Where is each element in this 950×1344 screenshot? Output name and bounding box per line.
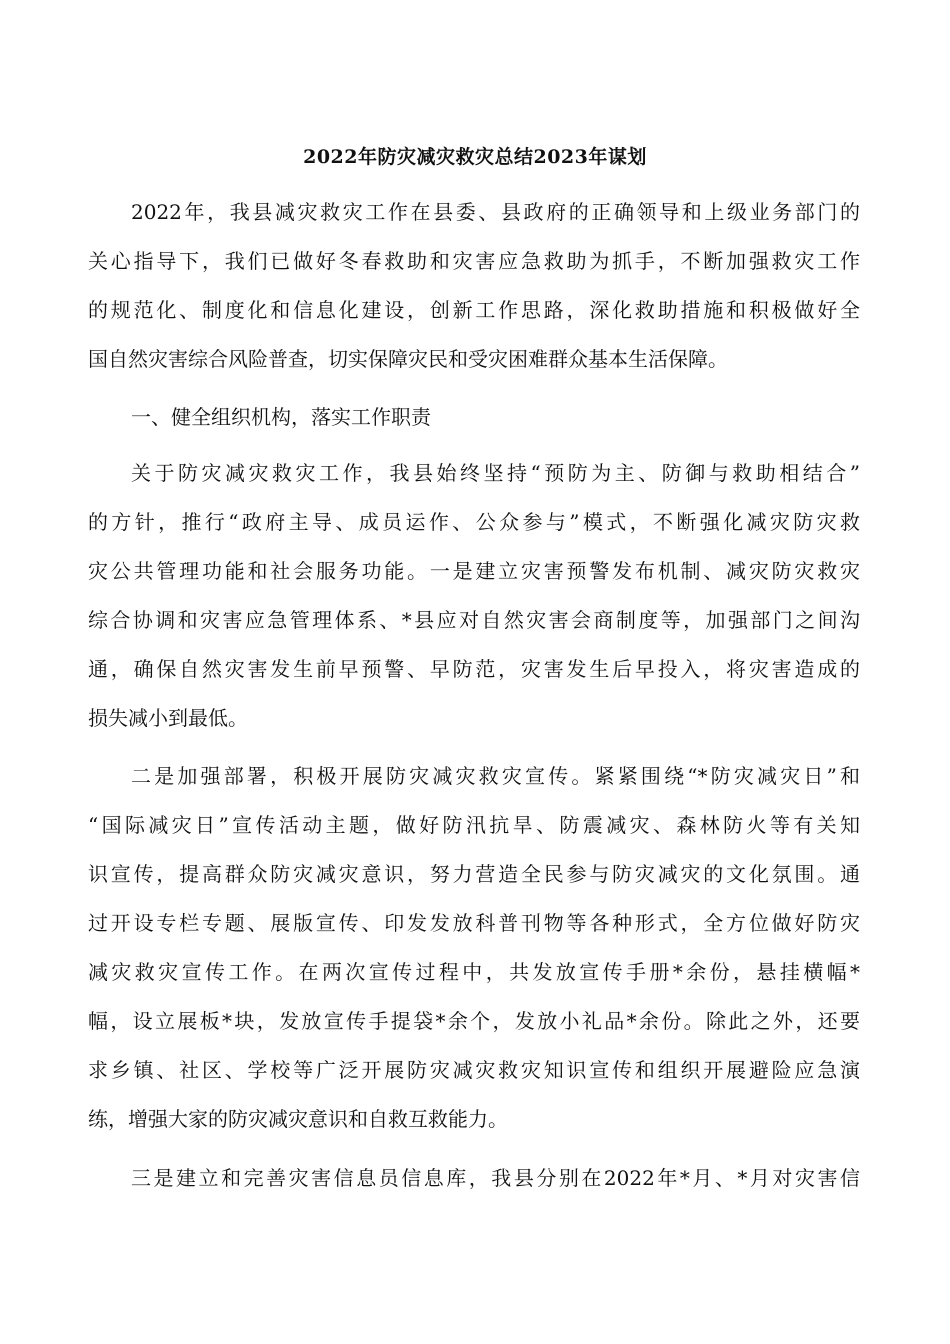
paragraph-line: 的规范化、制度化和信息化建设，创新工作思路，深化救助措施和积极做好全 [88, 298, 860, 322]
paragraph-line: 国自然灾害综合风险普查，切实保障灾民和受灾困难群众基本生活保障。 [88, 347, 728, 371]
paragraph-line: 三是建立和完善灾害信息员信息库，我县分别在2022年*月、*月对灾害信 [131, 1166, 860, 1190]
paragraph-line: “国际减灾日”宣传活动主题，做好防汛抗旱、防震减灾、森林防火等有关知 [88, 813, 860, 837]
document-title: 2022年防灾减灾救灾总结2023年谋划 [303, 146, 647, 168]
paragraph-line: 过开设专栏专题、展版宣传、印发发放科普刊物等各种形式，全方位做好防灾 [88, 911, 860, 935]
paragraph-line: 综合协调和灾害应急管理体系、*县应对自然灾害会商制度等，加强部门之间沟 [88, 608, 860, 632]
paragraph-line: 损失减小到最低。 [88, 706, 248, 730]
paragraph-line: 减灾救灾宣传工作。在两次宣传过程中，共发放宣传手册*余份，悬挂横幅* [88, 960, 860, 984]
paragraph-line: 关于防灾减灾救灾工作，我县始终坚持“预防为主、防御与救助相结合” [131, 461, 860, 485]
paragraph-line: 关心指导下，我们已做好冬春救助和灾害应急救助为抓手，不断加强救灾工作 [88, 249, 860, 273]
paragraph-line: 识宣传，提高群众防灾减灾意识，努力营造全民参与防灾减灾的文化氛围。通 [88, 862, 860, 886]
paragraph-line: 2022年，我县减灾救灾工作在县委、县政府的正确领导和上级业务部门的 [131, 200, 860, 224]
paragraph-line: 幅，设立展板*块，发放宣传手提袋*余个，发放小礼品*余份。除此之外，还要 [88, 1009, 860, 1033]
paragraph-line: 求乡镇、社区、学校等广泛开展防灾减灾救灾知识宣传和组织开展避险应急演 [88, 1058, 860, 1082]
paragraph-line: 通，确保自然灾害发生前早预警、早防范，灾害发生后早投入，将灾害造成的 [88, 657, 860, 681]
paragraph-line: 二是加强部署，积极开展防灾减灾救灾宣传。紧紧围绕“*防灾减灾日”和 [131, 764, 860, 788]
paragraph-line: 练，增强大家的防灾减灾意识和自救互救能力。 [88, 1107, 508, 1131]
paragraph-line: 灾公共管理功能和社会服务功能。一是建立灾害预警发布机制、减灾防灾救灾 [88, 559, 860, 583]
section-heading: 一、健全组织机构，落实工作职责 [131, 405, 431, 429]
paragraph-line: 的方针，推行“政府主导、成员运作、公众参与”模式，不断强化减灾防灾救 [88, 510, 860, 534]
